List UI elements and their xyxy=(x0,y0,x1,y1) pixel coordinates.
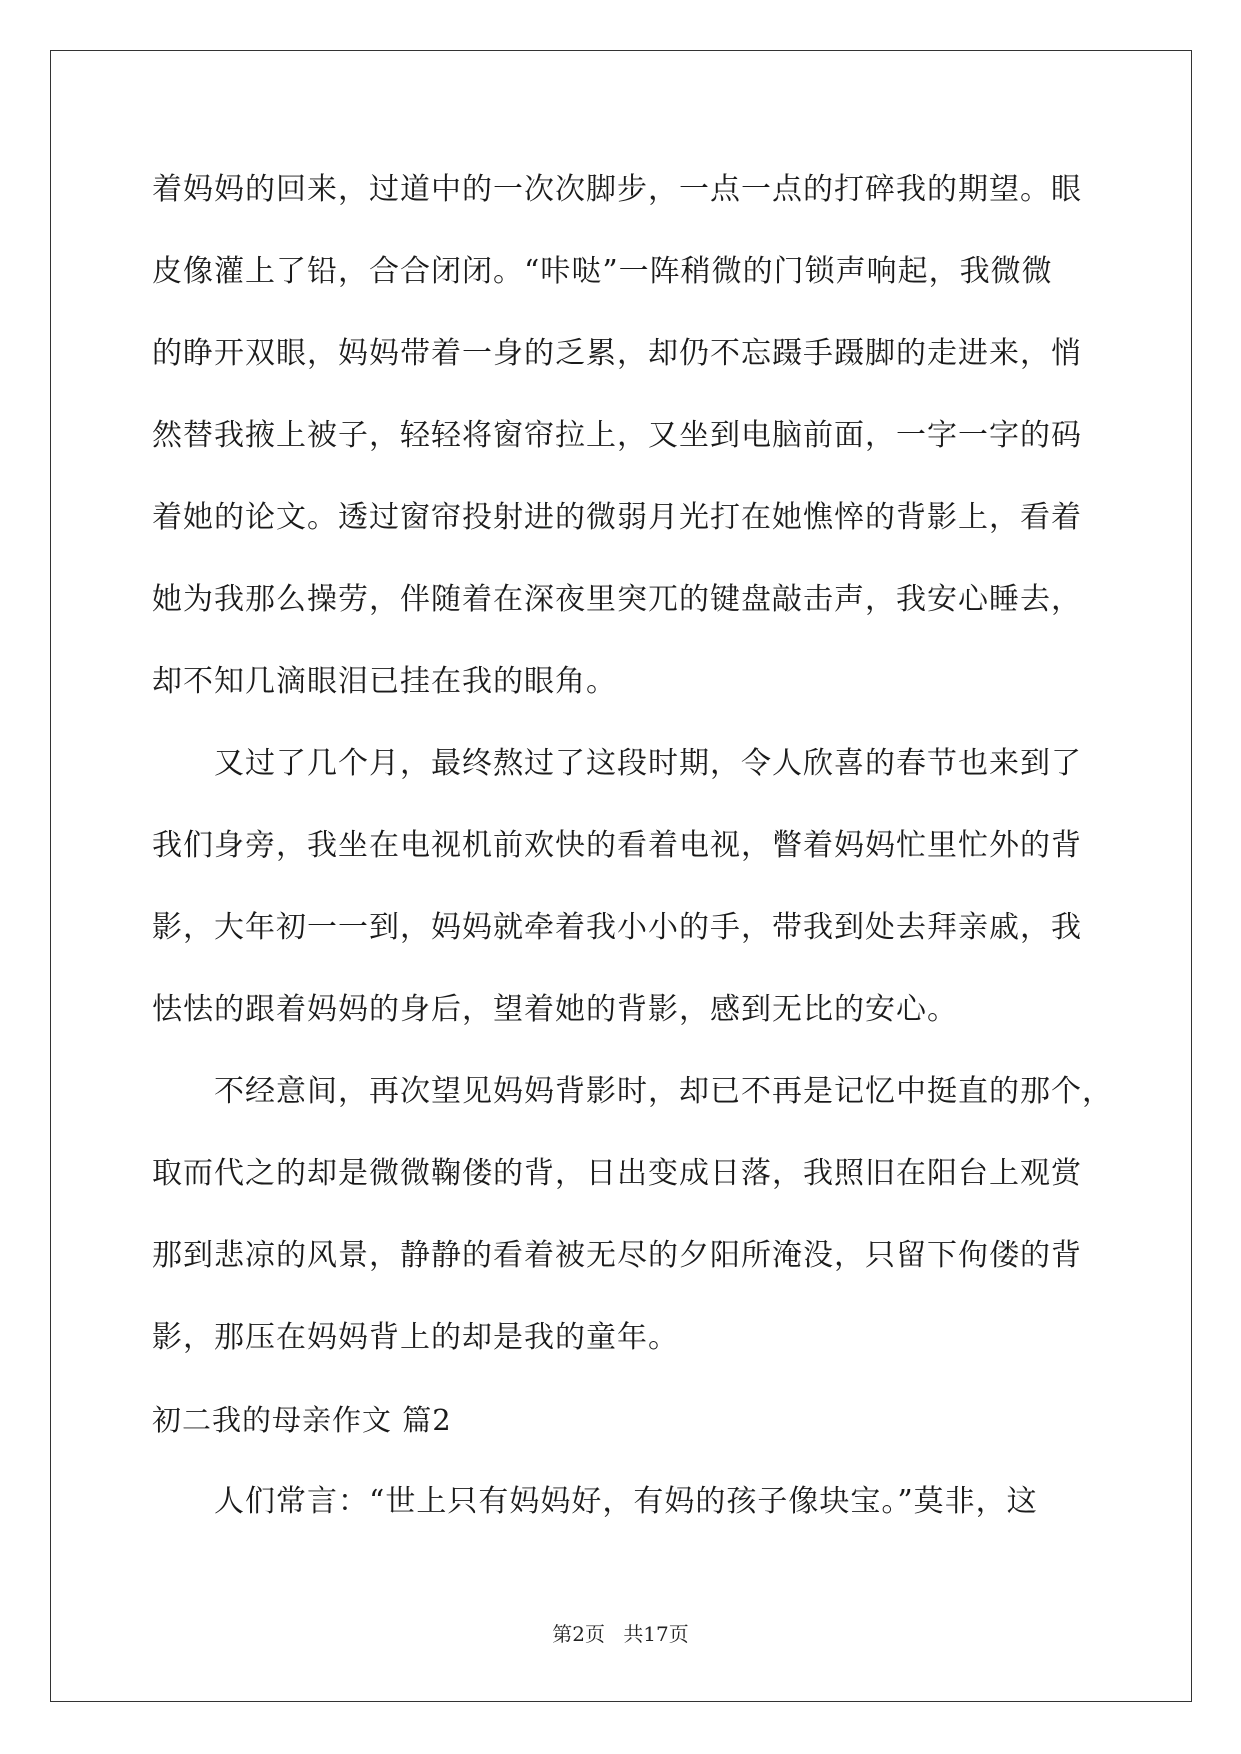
text-line: 她为我那么操劳，伴随着在深夜里突兀的键盘敲击声，我安心睡去， xyxy=(152,582,1082,617)
section-heading: 初二我的母亲作文 篇2 xyxy=(152,1403,452,1437)
text-line: 着妈妈的回来，过道中的一次次脚步，一点一点的打碎我的期望。眼 xyxy=(152,172,1082,207)
paragraph xyxy=(152,160,1112,734)
text-line: 又过了几个月，最终熬过了这段时期，令人欣喜的春节也来到了 xyxy=(214,746,1082,781)
paragraph xyxy=(152,734,1112,1062)
text-line: 不经意间，再次望见妈妈背影时，却已不再是记忆中挺直的那个， xyxy=(214,1074,1113,1109)
document-body xyxy=(152,160,1112,1554)
text-line: 那到悲凉的风景，静静的看着被无尽的夕阳所淹没，只留下佝偻的背 xyxy=(152,1238,1082,1273)
text-line: 我们身旁，我坐在电视机前欢快的看着电视，瞥着妈妈忙里忙外的背 xyxy=(152,828,1082,863)
page-number: 第2页 xyxy=(552,1622,605,1646)
page-footer xyxy=(0,1618,1241,1647)
text-line: 皮像灌上了铅，合合闭闭。“咔哒”一阵稍微的门锁声响起，我微微 xyxy=(152,254,1053,289)
text-line: 取而代之的却是微微鞠偻的背，日出变成日落，我照旧在阳台上观赏 xyxy=(152,1156,1082,1191)
paragraph xyxy=(152,1472,1112,1554)
text-line: 人们常言：“世上只有妈妈好，有妈的孩子像块宝。”莫非，这 xyxy=(214,1484,1038,1519)
text-line: 的睁开双眼，妈妈带着一身的乏累，却仍不忘蹑手蹑脚的走进来，悄 xyxy=(152,336,1082,371)
text-line: 然替我掖上被子，轻轻将窗帘拉上，又坐到电脑前面，一字一字的码 xyxy=(152,418,1082,453)
text-line: 影，大年初一一到，妈妈就牵着我小小的手，带我到处去拜亲戚，我 xyxy=(152,910,1082,945)
text-line: 怯怯的跟着妈妈的身后，望着她的背影，感到无比的安心。 xyxy=(152,992,958,1027)
text-line: 却不知几滴眼泪已挂在我的眼角。 xyxy=(152,664,617,699)
paragraph xyxy=(152,1062,1112,1390)
text-line: 着她的论文。透过窗帘投射进的微弱月光打在她憔悴的背影上，看着 xyxy=(152,500,1082,535)
page-total: 共17页 xyxy=(623,1622,689,1646)
text-line: 影，那压在妈妈背上的却是我的童年。 xyxy=(152,1320,679,1355)
